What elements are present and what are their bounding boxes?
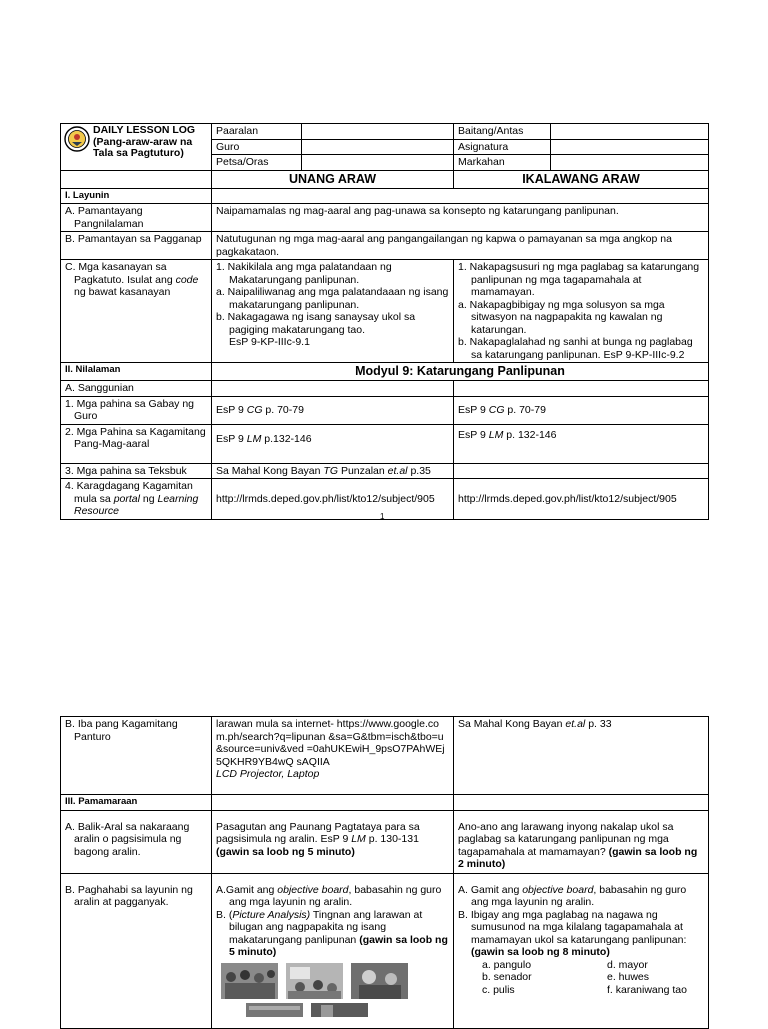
page-number: 1 xyxy=(380,512,385,521)
label-karagdagang-kagamitan: 4. Karagdagang Kagamitan mula sa portal ng Learning Resource xyxy=(61,479,212,520)
option-item: d. mayor xyxy=(607,958,648,971)
iba-pang-day1 xyxy=(212,717,454,795)
deped-seal-icon xyxy=(64,126,90,152)
label-sanggunian: A. Sanggunian xyxy=(61,381,212,397)
field-guro[interactable] xyxy=(302,139,454,155)
sanggunian-day2-blank xyxy=(454,381,709,397)
section-nilalaman: II. Nilalaman xyxy=(61,363,212,381)
label-pamantayan-pagganap xyxy=(61,232,212,260)
kasanayan-day1-item: b. Nakagagawa ng isang sanaysay ukol sa pagiging makatarungang tao. xyxy=(216,311,416,336)
picture-analysis-photos-row2 xyxy=(216,999,449,1017)
balik-aral-day2: Ano-ano ang larawang inyong nakalap ukol sa paglabag sa katarungang panlipunan ng mga tagapamahala at mamamayan? (gawin sa loob ng 2 minuto) xyxy=(454,810,709,873)
kasanayan-day2-item: a. Nakapagbibigay ng mga solusyon sa mga sitwasyon na nagpapakita ng kawalan ng katarungan. xyxy=(458,298,665,336)
kasanayan-day1-item: 1. Nakikilala ang mga palatandaan ng Makatarungang panlipunan. xyxy=(216,261,392,286)
label-iba-pang-kagamitan: B. Iba pang Kagamitang Panturo xyxy=(61,717,212,795)
label-paghahabi: B. Paghahabi sa layunin ng aralin at pagganyak. xyxy=(61,873,212,1028)
option-item: a. pangulo xyxy=(482,958,532,971)
day2-header: IKALAWANG ARAW xyxy=(454,170,709,188)
section-pamamaraan: III. Pamamaraan xyxy=(61,795,212,811)
kasanayan-day1-item: a. Naipaliliwanag ang mga palatandaaan ng isang makatarungang panlipunan. xyxy=(216,286,449,311)
label-guro: Guro xyxy=(212,139,302,155)
kasanayan-day2-item: 1. Nakapagsusuri ng mga paglabag sa katarungang panlipunan ng mga tagapamahala at mamamayan. xyxy=(458,261,700,298)
photo-market-image[interactable] xyxy=(246,1003,303,1017)
paghahabi-day2-b: B. Ibigay ang mga paglabag na nagawa ng sumusunod na mga kilalang tagapamahala at mamamayan ukol sa katarungang panlipunan: xyxy=(458,908,687,946)
kasanayan-text: C. Mga kasanayan sa Pagkatuto. Isulat ang code ng bawat kasanayan xyxy=(65,261,199,298)
gabay-guro-day2: EsP 9 CG p. 70-79 xyxy=(454,396,709,424)
lesson-log-table-page2 xyxy=(60,716,709,1029)
paghahabi-day2 xyxy=(454,873,709,1028)
field-asignatura[interactable] xyxy=(551,139,709,155)
label-kasanayan xyxy=(61,260,212,363)
gabay-guro-day1: EsP 9 CG p. 70-79 xyxy=(212,396,454,424)
lr-portal-link-day1[interactable]: http://lrmds.deped.gov.ph/list/kto12/subject/905 xyxy=(212,479,454,520)
modyul-title: Modyul 9: Katarungang Panlipunan xyxy=(212,363,709,381)
section-layunin: I. Layunin xyxy=(61,188,212,204)
label-paaralan: Paaralan xyxy=(212,124,302,140)
paghahabi-day1-a: A.Gamit ang objective board, babasahin ng guro ang mga layunin ng aralin. xyxy=(216,883,442,908)
label-baitang: Baitang/Antas xyxy=(454,124,551,140)
label-pamantayang-pangnilalaman xyxy=(61,204,212,232)
label-petsa: Petsa/Oras xyxy=(212,155,302,171)
header-title-cell xyxy=(61,124,212,171)
pamantayang-pangnilalaman-value: Naipamamalas ng mag-aaral ang pag-unawa sa konsepto ng katarungang panlipunan. xyxy=(212,204,709,232)
field-petsa[interactable] xyxy=(302,155,454,171)
day-header-blank xyxy=(61,170,212,188)
title-line-3: Tala sa Pagtuturo) xyxy=(93,147,184,159)
kagamitang-day2: EsP 9 LM p. 132-146 xyxy=(454,424,709,463)
sanggunian-day1-blank xyxy=(212,381,454,397)
paghahabi-day2-a: A. Gamit ang objective board, babasahin ng guro ang mga layunin ng aralin. xyxy=(458,883,687,908)
label-asignatura: Asignatura xyxy=(454,139,551,155)
option-item: f. karaniwang tao xyxy=(607,983,687,996)
kasanayan-day1 xyxy=(212,260,454,363)
label-markahan: Markahan xyxy=(454,155,551,171)
label-teksbuk: 3. Mga pahina sa Teksbuk xyxy=(61,463,212,479)
option-item: c. pulis xyxy=(482,983,515,996)
title-line-1: DAILY LESSON LOG xyxy=(93,124,196,136)
field-markahan[interactable] xyxy=(551,155,709,171)
iba-pang-day2: Sa Mahal Kong Bayan et.al p. 33 xyxy=(454,717,709,795)
picture-analysis-photos xyxy=(216,959,451,999)
paghahabi-day1-b: B. (Picture Analysis) Tingnan ang larawan at bilugan ang nagpapakita ng isang makatarungang panlipunan (gawin sa loob ng 5 minuto) xyxy=(216,908,448,958)
label-kagamitang-mag-aaral: 2. Mga Pahina sa Kagamitang Pang-Mag-aaral xyxy=(61,424,212,463)
photo-crowd-image[interactable] xyxy=(221,963,278,999)
pamamaraan-blank-1 xyxy=(212,795,454,811)
photo-protest-image[interactable] xyxy=(286,963,343,999)
kasanayan-day2 xyxy=(454,260,709,363)
field-baitang[interactable] xyxy=(551,124,709,140)
pamantayang-pangnilalaman-text: A. Pamantayang Pangnilalaman xyxy=(65,205,144,230)
lesson-log-table-page1 xyxy=(60,123,709,520)
paghahabi-day1 xyxy=(212,873,454,1028)
label-balik-aral: A. Balik-Aral sa nakaraang aralin o pagsisimula ng bagong aralin. xyxy=(61,810,212,873)
iba-pang-equipment: LCD Projector, Laptop xyxy=(216,768,320,780)
title-line-2: (Pang-araw-araw na xyxy=(93,135,193,148)
teksbuk-day2 xyxy=(454,463,709,479)
day1-header: UNANG ARAW xyxy=(212,170,454,188)
pamantayan-pagganap-text: B. Pamantayan sa Pagganap xyxy=(65,233,202,245)
paghahabi-day2-time: (gawin sa loob ng 8 minuto) xyxy=(471,946,610,958)
iba-pang-url-text[interactable]: larawan mula sa internet- https://www.google.com.ph/search?q=lipunan &sa=G&tbm=isch&tbo=u&source=univ&ved =0ahUKEwiH_9psO7PAhWEj5QKHR9YB4wQ sAQIIA xyxy=(216,718,445,768)
balik-aral-day1: Pasagutan ang Paunang Pagtataya para sa pagsisimula ng aralin. EsP 9 LM p. 130-131 (gawin sa loob ng 5 minuto) xyxy=(212,810,454,873)
kasanayan-day1-code: EsP 9-KP-IIIc-9.1 xyxy=(229,336,310,348)
pamantayan-pagganap-value: Natutugunan ng mga mag-aaral ang pangangailangan ng kapwa o pamayanan sa mga angkop na pagkakataon. xyxy=(212,232,709,260)
field-paaralan[interactable] xyxy=(302,124,454,140)
label-gabay-guro: 1. Mga pahina sa Gabay ng Guro xyxy=(61,396,212,424)
teksbuk-day1: Sa Mahal Kong Bayan TG Punzalan et.al p.35 xyxy=(212,463,454,479)
paghahabi-options xyxy=(458,959,704,997)
pamamaraan-blank-2 xyxy=(454,795,709,811)
kagamitang-day1: EsP 9 LM p.132-146 xyxy=(212,424,454,463)
photo-street-image[interactable] xyxy=(311,1003,368,1017)
photo-people-image[interactable] xyxy=(351,963,408,999)
kasanayan-day2-item: b. Nakapaglalahad ng sanhi at bunga ng paglabag sa katarungang panlipunan. EsP 9-KP-IIIc-9.2 xyxy=(458,336,693,361)
layunin-blank xyxy=(212,188,709,204)
option-item: b. senador xyxy=(482,971,532,983)
option-item: e. huwes xyxy=(607,971,650,983)
lr-portal-link-day2[interactable]: http://lrmds.deped.gov.ph/list/kto12/subject/905 xyxy=(454,479,709,520)
